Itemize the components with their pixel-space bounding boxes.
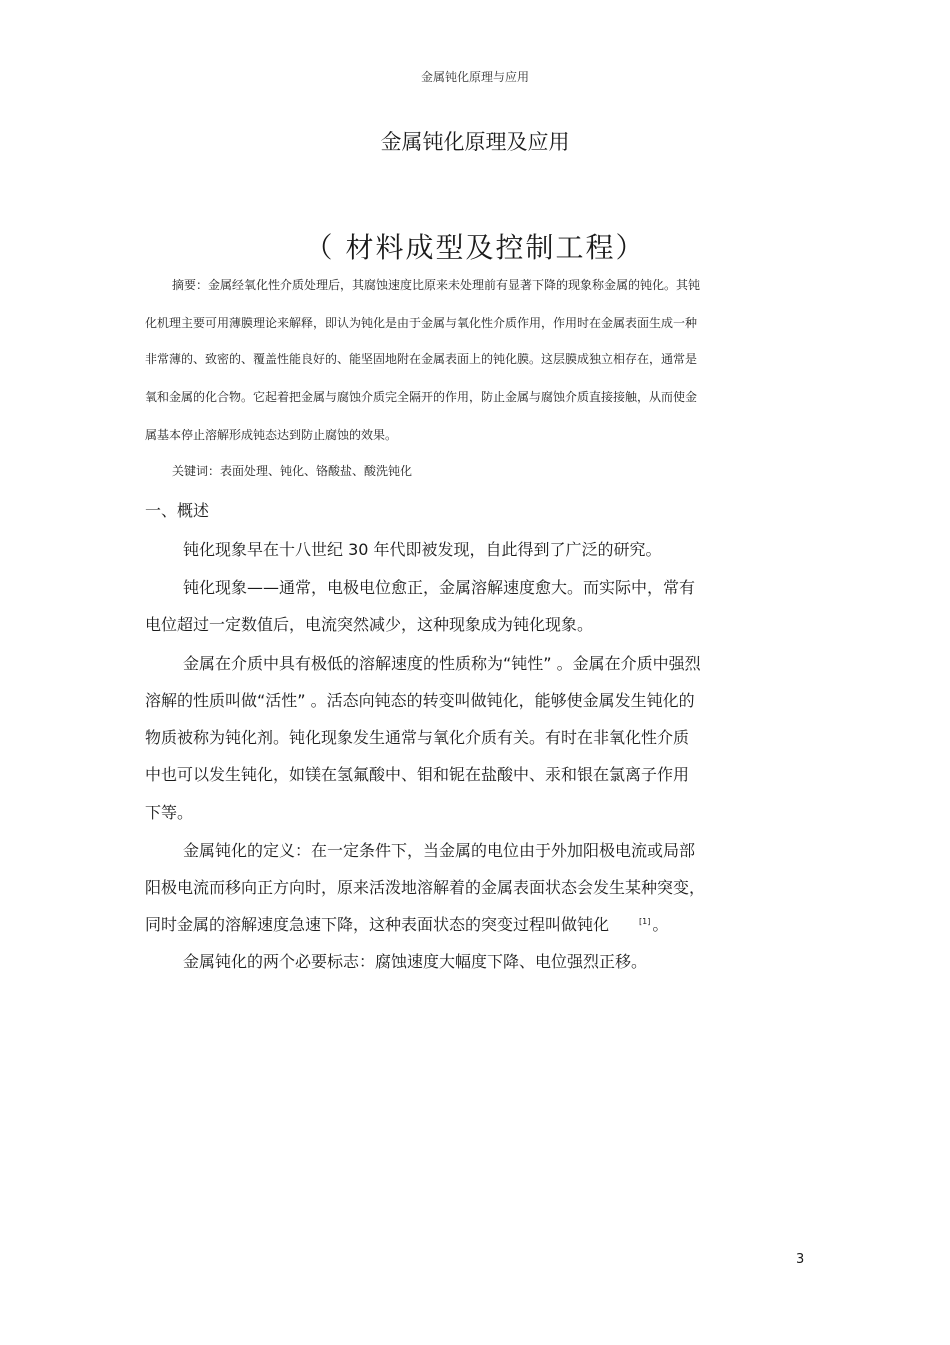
- abstract-line: 属基本停止溶解形成钝态达到防止腐蚀的效果。: [145, 428, 398, 442]
- body-line-text: 同时金属的溶解速度急速下降，这种表面状态的突变过程叫做钝化: [145, 915, 610, 934]
- body-line: 金属钝化的定义：在一定条件下，当金属的电位由于外加阳极电流或局部: [183, 841, 696, 860]
- body-line: 金属钝化的两个必要标志：腐蚀速度大幅度下降、电位强烈正移。: [183, 952, 648, 971]
- body-line: 钝化现象早在十八世纪 30 年代即被发现，自此得到了广泛的研究。: [183, 540, 662, 559]
- body-line: 电位超过一定数值后，电流突然减少，这种现象成为钝化现象。: [145, 615, 594, 634]
- abstract-line: 非常薄的、致密的、覆盖性能良好的、能坚固地附在金属表面上的钝化膜。这层膜成独立相存在，通常是: [145, 352, 698, 366]
- citation-ref[interactable]: [1]: [639, 917, 651, 926]
- body-line: 中也可以发生钝化，如镁在氢氟酸中、钼和铌在盐酸中、汞和银在氯离子作用: [145, 765, 690, 784]
- body-line: 钝化现象——通常，电极电位愈正，金属溶解速度愈大。而实际中，常有: [183, 578, 696, 597]
- body-line: 阳极电流而移向正方向时，原来活泼地溶解着的金属表面状态会发生某种突变，: [145, 878, 706, 897]
- body-line: 下等。: [145, 803, 194, 822]
- page-number: 3: [796, 1252, 805, 1267]
- body-line: 金属在介质中具有极低的溶解速度的性质称为“钝性” 。金属在介质中强烈: [183, 654, 701, 673]
- citation-tail: 。: [652, 915, 669, 934]
- abstract-line: 氧和金属的化合物。它起着把金属与腐蚀介质完全隔开的作用，防止金属与腐蚀介质直接接触，从而使金: [145, 390, 698, 404]
- body-line-with-citation: [145, 912, 668, 935]
- document-subtitle: （ 材料成型及控制工程）: [304, 231, 646, 264]
- document-title: 金属钝化原理及应用: [380, 130, 570, 154]
- running-header: 金属钝化原理与应用: [420, 70, 529, 84]
- section-heading: 一、概述: [145, 501, 210, 520]
- keywords: 关键词：表面处理、钝化、铬酸盐、酸洗钝化: [172, 464, 413, 478]
- body-line: 溶解的性质叫做“活性” 。活态向钝态的转变叫做钝化，能够使金属发生钝化的: [145, 691, 695, 710]
- abstract-line: 化机理主要可用薄膜理论来解释，即认为钝化是由于金属与氧化性介质作用，作用时在金属表面生成一种: [145, 316, 698, 330]
- abstract-line: 摘要：金属经氧化性介质处理后，其腐蚀速度比原来未处理前有显著下降的现象称金属的钝化。其钝: [172, 278, 701, 292]
- body-line: 物质被称为钝化剂。钝化现象发生通常与氧化介质有关。有时在非氧化性介质: [145, 728, 690, 747]
